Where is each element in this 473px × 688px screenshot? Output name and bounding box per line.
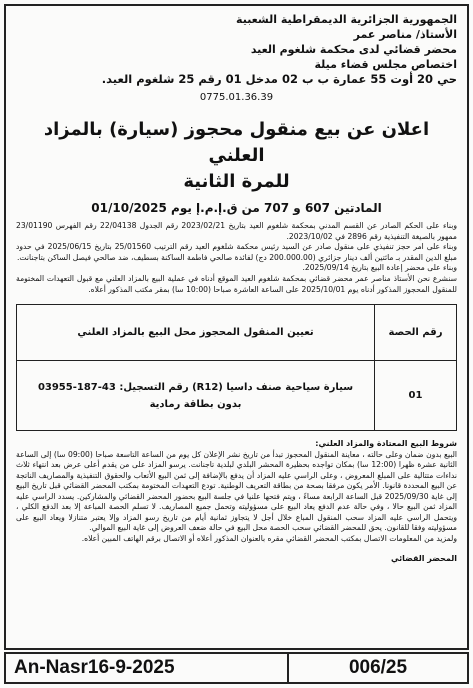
legal-basis: المادتين 607 و 707 من ق.إ.م.إ يوم 01/10/2025 [91,201,382,215]
signature: المحضر القضائي [390,554,457,564]
header-bailiff-name: الأستاذ/ مناصر عمر [353,28,457,41]
announcement-title: اعلان عن بيع منقول محجوز (سيارة) بالمزاد العلني [43,119,430,166]
footer [4,652,469,684]
header-lot-description: تعيين المنقول المحجوز محل البيع بالمزاد العلني [17,305,375,361]
lots-table [16,304,457,431]
reference-number: 006/25 [348,657,408,678]
header-jurisdiction: اختصاص مجلس قضاء ميلة [314,58,457,71]
lot-number: 01 [375,361,457,431]
lots-table-header [17,305,457,361]
paragraph-sale-notice: سنشرع نحن الأستاذ مناصر عمر محضر قضائي بمحكمة شلغوم العيد الموقع أدناه في عملية البيع بالمزاد العلني مع قبول التعهدات المختومة للمنقول المحجوز المذكور أدناه يوم 2025/10/01 على الساعة العاشرة صباحا (10:00 سا) بمقر مكتب المذكور أعلاه. [16,273,457,294]
conditions-text: البيع بدون ضمان وعلى حالته ، معاينة المنقول المحجوز تبدأ من تاريخ نشر الإعلان كل يوم من الساعة التاسعة صباحا (09:00 سا) إلى الساعة الثانية عشرة ظهرا (12:00 سا) بمكان تواجده بحظيرة المحشر البلدي لبلدية تاجنانت. يرسو المزاد على من يقدم أعلى عرض بعد انتهاء ثلاث نداءات متتالية على المبلغ المعروض ، وعلى الراسي عليه المزاد أن يدفع بالإضافة إلى ثمن البيع الأتعاب والحقوق التنفيذية والمصاريف الناتجة عن البيع المحددة قانونا. الأمر يكون مرفقا بصحة من بطاقة التعريف الوطنية. تودع التعهدات المختومة بمكتب المحضر القضائي قبل تاريخ البيع إلى غاية 2025/09/30 قبل الساعة الرابعة مساءً ، ويتم فتحها علنيا في جلسة البيع بحضور المحضر القضائي والمشاركين. يسدد الراسي عليه المزاد ثمن البيع حالا ، وفي حالة عدم الدفع يعاد البيع على مسؤوليته وتحمل جميع المصاريف. لا تسلم الحصة المباعة إلا بعد الدفع الكلي ، ويتحمل الراسي عليه المزاد سحب المنقول المباع خلال أجل لا يتجاوز ثمانية أيام من تاريخ رسو المزاد وإلا يعتبر متنازلا ويعاد البيع على مسؤوليته وفقا للقانون. يحق للمحضر القضائي سحب الحصة محل البيع في حالة ضعف العروض إلى غاية البيع الموالي. [16,449,457,533]
lot-description [17,361,375,431]
header-court: محضر قضائي لدى محكمة شلغوم العيد [250,43,457,56]
header-phone: 0775.01.36.39 [199,92,274,103]
header [16,12,457,105]
sale-conditions [16,439,457,544]
header-republic: الجمهورية الجزائرية الديمقراطية الشعبية [236,13,457,26]
conditions-title: شروط البيع المعتادة والمزاد العلني: [315,439,457,449]
body-paragraphs [16,221,457,295]
paragraph-judgment: وبناء على الحكم الصادر عن القسم المدني بمحكمة شلغوم العيد بتاريخ 2023/02/21 رقم الجدول 22/04138 رقم الفهرس 23/01190 ممهور بالصيغة التنفيذية رقم 2896 في 2023/10/02. [16,221,457,241]
table-row [17,361,457,431]
announcement-document [4,4,469,650]
conditions-closing: ولمزيد من المعلومات الاتصال بمكتب المحضر القضائي مقره بالعنوان المذكور أعلاه أو الاتصال برقم الهاتف المبين أعلاه. [81,533,457,543]
paragraph-seizure-order: وبناء على امر حجز تنفيذي على منقول صادر عن السيد رئيس محكمة شلغوم العيد رقم الترتيب 25/01560 بتاريخ 2025/06/15 في حدود مبلغ الدين المقدر بـ مائتين ألف دينار جزائري (200.000.00 دج) لفائدة صالحي فاطمة الساكنة بسطيف، ضد صالحي فيصل الساكن بتاجنانت. [16,242,457,262]
paragraph-resale: وبناء على محضر إعادة البيع بتاريخ 2025/09/14. [302,263,457,273]
header-lot-number: رقم الحصة [375,305,457,361]
lot-description-line2: بدون بطاقة رمادية [149,398,242,410]
header-address: حي 20 أوت 55 عمارة ب ب 02 مدخل 01 رقم 25 شلغوم العيد. [101,72,457,86]
announcement-title-second: للمرة الثانية [183,171,290,192]
publication-date: An-Nasr16-9-2025 [6,654,289,682]
lot-description-line1: سيارة سياحية صنف داسيا (R12) رقم التسجيل: 43-187-03955 [37,381,354,393]
